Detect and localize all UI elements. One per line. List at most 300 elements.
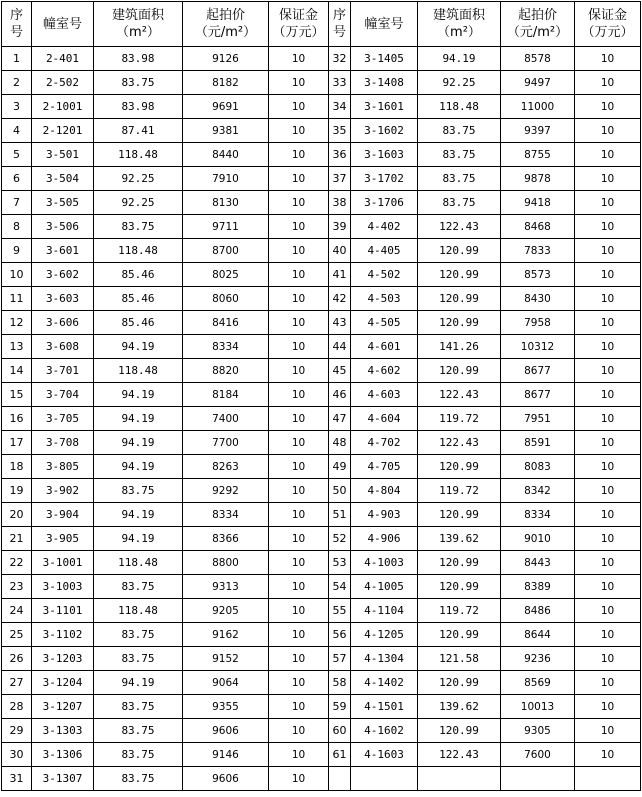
seq-cell: 7 <box>2 191 32 215</box>
table-row <box>2 335 641 359</box>
header-line-2: （元/m²） <box>194 25 257 40</box>
room-cell: 3-1003 <box>32 575 94 599</box>
room-cell: 4-1501 <box>351 695 418 719</box>
area-cell: 120.99 <box>418 551 501 575</box>
room-cell: 4-503 <box>351 287 418 311</box>
seq-cell: 9 <box>2 239 32 263</box>
room-cell: 3-1601 <box>351 95 418 119</box>
price-cell: 8060 <box>183 287 269 311</box>
deposit-cell: 10 <box>575 599 641 623</box>
room-cell: 4-903 <box>351 503 418 527</box>
price-cell: 8677 <box>501 359 575 383</box>
price-cell: 8591 <box>501 431 575 455</box>
table-row <box>2 599 641 623</box>
seq-cell: 10 <box>2 263 32 287</box>
seq-cell: 5 <box>2 143 32 167</box>
deposit-cell: 10 <box>575 575 641 599</box>
price-cell: 9126 <box>183 47 269 71</box>
room-cell: 3-606 <box>32 311 94 335</box>
seq-cell: 51 <box>329 503 351 527</box>
price-cell: 8644 <box>501 623 575 647</box>
deposit-cell: 10 <box>269 599 329 623</box>
area-cell: 83.75 <box>94 719 183 743</box>
deposit-cell: 10 <box>575 167 641 191</box>
deposit-cell: 10 <box>269 407 329 431</box>
room-cell: 3-601 <box>32 239 94 263</box>
area-cell: 94.19 <box>94 383 183 407</box>
area-cell: 120.99 <box>418 623 501 647</box>
area-cell: 94.19 <box>418 47 501 71</box>
deposit-header-left <box>269 2 329 47</box>
table-row <box>2 695 641 719</box>
deposit-cell: 10 <box>269 215 329 239</box>
deposit-cell: 10 <box>269 383 329 407</box>
price-cell: 7958 <box>501 311 575 335</box>
seq-cell: 53 <box>329 551 351 575</box>
room-cell: 3-1603 <box>351 143 418 167</box>
table-row <box>2 647 641 671</box>
seq-cell: 26 <box>2 647 32 671</box>
area-cell: 83.75 <box>418 191 501 215</box>
deposit-cell <box>575 767 641 791</box>
header-line-1: 序 <box>9 8 23 23</box>
room-cell: 3-1702 <box>351 167 418 191</box>
price-cell: 9305 <box>501 719 575 743</box>
seq-cell: 49 <box>329 455 351 479</box>
table-row <box>2 455 641 479</box>
seq-cell: 12 <box>2 311 32 335</box>
deposit-cell: 10 <box>575 551 641 575</box>
price-cell: 9152 <box>183 647 269 671</box>
deposit-cell: 10 <box>269 335 329 359</box>
price-cell: 9010 <box>501 527 575 551</box>
deposit-cell: 10 <box>269 767 329 791</box>
deposit-cell: 10 <box>269 119 329 143</box>
seq-cell <box>329 767 351 791</box>
deposit-cell: 10 <box>575 191 641 215</box>
room-cell: 4-1603 <box>351 743 418 767</box>
header-line-1: 保证金 <box>278 8 318 23</box>
price-cell: 8578 <box>501 47 575 71</box>
price-cell: 8334 <box>183 335 269 359</box>
price-cell: 8083 <box>501 455 575 479</box>
area-cell: 118.48 <box>94 143 183 167</box>
table-row <box>2 71 641 95</box>
price-cell: 8342 <box>501 479 575 503</box>
deposit-cell: 10 <box>575 671 641 695</box>
seq-cell: 20 <box>2 503 32 527</box>
deposit-cell: 10 <box>575 431 641 455</box>
area-cell: 94.19 <box>94 503 183 527</box>
price-cell: 8182 <box>183 71 269 95</box>
area-cell: 92.25 <box>94 191 183 215</box>
room-cell: 3-501 <box>32 143 94 167</box>
price-cell: 10013 <box>501 695 575 719</box>
header-line-1: 起拍价 <box>517 8 557 23</box>
room-cell: 3-504 <box>32 167 94 191</box>
price-cell: 9397 <box>501 119 575 143</box>
seq-cell: 17 <box>2 431 32 455</box>
price-cell: 11000 <box>501 95 575 119</box>
price-cell: 8820 <box>183 359 269 383</box>
seq-cell: 22 <box>2 551 32 575</box>
seq-cell: 34 <box>329 95 351 119</box>
price-cell: 7600 <box>501 743 575 767</box>
seq-cell: 60 <box>329 719 351 743</box>
area-header-right <box>418 2 501 47</box>
header-line-2: （万元） <box>272 25 325 40</box>
seq-cell: 40 <box>329 239 351 263</box>
seq-cell: 21 <box>2 527 32 551</box>
deposit-cell: 10 <box>269 623 329 647</box>
price-cell: 7400 <box>183 407 269 431</box>
table-row <box>2 383 641 407</box>
deposit-cell: 10 <box>575 311 641 335</box>
price-cell: 10312 <box>501 335 575 359</box>
room-cell: 3-505 <box>32 191 94 215</box>
price-cell: 9497 <box>501 71 575 95</box>
header-line-1: 幢室号 <box>364 16 404 32</box>
seq-cell: 27 <box>2 671 32 695</box>
area-cell: 83.75 <box>94 743 183 767</box>
price-cell: 7951 <box>501 407 575 431</box>
seq-cell: 30 <box>2 743 32 767</box>
area-cell: 83.75 <box>94 575 183 599</box>
table-row <box>2 311 641 335</box>
table-row <box>2 575 641 599</box>
area-cell: 94.19 <box>94 335 183 359</box>
deposit-cell: 10 <box>269 71 329 95</box>
price-cell: 8468 <box>501 215 575 239</box>
deposit-cell: 10 <box>269 743 329 767</box>
price-cell: 7833 <box>501 239 575 263</box>
room-cell: 2-502 <box>32 71 94 95</box>
room-cell: 3-1306 <box>32 743 94 767</box>
table-row <box>2 743 641 767</box>
seq-cell: 23 <box>2 575 32 599</box>
area-cell: 119.72 <box>418 599 501 623</box>
room-cell: 4-505 <box>351 311 418 335</box>
room-cell: 3-603 <box>32 287 94 311</box>
table-row <box>2 503 641 527</box>
deposit-cell: 10 <box>269 551 329 575</box>
seq-cell: 47 <box>329 407 351 431</box>
seq-cell: 29 <box>2 719 32 743</box>
deposit-cell: 10 <box>269 143 329 167</box>
room-header-left <box>32 2 94 47</box>
header-line-2: 号 <box>332 25 346 40</box>
area-cell: 85.46 <box>94 263 183 287</box>
price-cell: 8366 <box>183 527 269 551</box>
room-cell: 3-905 <box>32 527 94 551</box>
deposit-cell: 10 <box>575 71 641 95</box>
seq-cell: 14 <box>2 359 32 383</box>
deposit-cell: 10 <box>269 575 329 599</box>
table-row <box>2 215 641 239</box>
room-cell: 3-708 <box>32 431 94 455</box>
area-cell: 83.75 <box>418 143 501 167</box>
room-cell: 4-1005 <box>351 575 418 599</box>
area-cell: 94.19 <box>94 671 183 695</box>
seq-cell: 61 <box>329 743 351 767</box>
deposit-cell: 10 <box>269 479 329 503</box>
room-cell: 3-1602 <box>351 119 418 143</box>
room-cell: 4-603 <box>351 383 418 407</box>
area-cell: 120.99 <box>418 359 501 383</box>
seq-cell: 56 <box>329 623 351 647</box>
room-cell: 4-602 <box>351 359 418 383</box>
deposit-cell: 10 <box>575 335 641 359</box>
deposit-cell: 10 <box>575 95 641 119</box>
deposit-cell: 10 <box>269 191 329 215</box>
deposit-cell: 10 <box>269 431 329 455</box>
room-cell: 4-1104 <box>351 599 418 623</box>
deposit-cell: 10 <box>575 455 641 479</box>
deposit-cell: 10 <box>269 263 329 287</box>
table-row <box>2 95 641 119</box>
area-cell: 83.75 <box>94 623 183 647</box>
price-cell: 9606 <box>183 767 269 791</box>
price-cell: 9236 <box>501 647 575 671</box>
seq-cell: 48 <box>329 431 351 455</box>
seq-cell: 57 <box>329 647 351 671</box>
seq-header-right <box>329 2 351 47</box>
header-line-1: 保证金 <box>587 8 627 23</box>
header-line-1: 幢室号 <box>42 16 82 32</box>
seq-cell: 38 <box>329 191 351 215</box>
seq-cell: 50 <box>329 479 351 503</box>
area-cell: 83.75 <box>94 215 183 239</box>
room-cell: 4-705 <box>351 455 418 479</box>
seq-cell: 44 <box>329 335 351 359</box>
table-row <box>2 239 641 263</box>
seq-cell: 8 <box>2 215 32 239</box>
deposit-cell: 10 <box>575 503 641 527</box>
area-cell: 83.75 <box>418 167 501 191</box>
table-row <box>2 479 641 503</box>
price-header-left <box>183 2 269 47</box>
area-cell: 120.99 <box>418 575 501 599</box>
deposit-cell: 10 <box>575 263 641 287</box>
deposit-header-right <box>575 2 641 47</box>
price-cell: 8800 <box>183 551 269 575</box>
room-cell: 4-702 <box>351 431 418 455</box>
price-cell: 9292 <box>183 479 269 503</box>
header-line-1: 起拍价 <box>205 8 245 23</box>
area-cell: 83.75 <box>94 479 183 503</box>
price-cell: 8440 <box>183 143 269 167</box>
deposit-cell: 10 <box>575 287 641 311</box>
header-line-2: （m²） <box>437 25 481 40</box>
seq-cell: 39 <box>329 215 351 239</box>
room-cell <box>351 767 418 791</box>
price-cell: 9146 <box>183 743 269 767</box>
room-cell: 3-1102 <box>32 623 94 647</box>
area-cell: 92.25 <box>418 71 501 95</box>
seq-cell: 19 <box>2 479 32 503</box>
table-row <box>2 287 641 311</box>
table-row <box>2 47 641 71</box>
deposit-cell: 10 <box>575 719 641 743</box>
price-cell: 8700 <box>183 239 269 263</box>
seq-cell: 16 <box>2 407 32 431</box>
area-cell: 120.99 <box>418 719 501 743</box>
table-row <box>2 671 641 695</box>
room-cell: 3-704 <box>32 383 94 407</box>
header-line-1: 序 <box>332 8 346 23</box>
seq-cell: 58 <box>329 671 351 695</box>
header-line-2: 号 <box>9 25 23 40</box>
deposit-cell: 10 <box>269 287 329 311</box>
deposit-cell: 10 <box>575 359 641 383</box>
deposit-cell: 10 <box>575 239 641 263</box>
area-cell: 83.75 <box>94 695 183 719</box>
deposit-cell: 10 <box>269 503 329 527</box>
room-cell: 4-1304 <box>351 647 418 671</box>
price-cell: 8677 <box>501 383 575 407</box>
area-cell: 118.48 <box>94 551 183 575</box>
seq-cell: 41 <box>329 263 351 287</box>
area-cell: 94.19 <box>94 527 183 551</box>
area-cell: 120.99 <box>418 503 501 527</box>
table-row <box>2 623 641 647</box>
price-cell: 8486 <box>501 599 575 623</box>
area-cell: 122.43 <box>418 383 501 407</box>
area-cell: 83.75 <box>418 119 501 143</box>
table-row <box>2 767 641 791</box>
seq-header-left <box>2 2 32 47</box>
deposit-cell: 10 <box>269 311 329 335</box>
seq-cell: 24 <box>2 599 32 623</box>
area-cell: 83.98 <box>94 47 183 71</box>
table-row <box>2 431 641 455</box>
area-cell: 119.72 <box>418 479 501 503</box>
seq-cell: 43 <box>329 311 351 335</box>
price-cell: 8130 <box>183 191 269 215</box>
room-cell: 4-604 <box>351 407 418 431</box>
room-cell: 3-902 <box>32 479 94 503</box>
seq-cell: 13 <box>2 335 32 359</box>
price-cell: 9711 <box>183 215 269 239</box>
area-cell: 120.99 <box>418 287 501 311</box>
room-cell: 4-906 <box>351 527 418 551</box>
room-cell: 4-601 <box>351 335 418 359</box>
room-cell: 3-1207 <box>32 695 94 719</box>
table-row <box>2 167 641 191</box>
room-cell: 3-904 <box>32 503 94 527</box>
room-cell: 4-1205 <box>351 623 418 647</box>
area-cell: 121.58 <box>418 647 501 671</box>
area-cell: 141.26 <box>418 335 501 359</box>
room-cell: 3-602 <box>32 263 94 287</box>
price-cell: 9418 <box>501 191 575 215</box>
seq-cell: 32 <box>329 47 351 71</box>
table-row <box>2 143 641 167</box>
seq-cell: 37 <box>329 167 351 191</box>
deposit-cell: 10 <box>575 623 641 647</box>
price-cell: 8755 <box>501 143 575 167</box>
area-header-left <box>94 2 183 47</box>
area-cell: 139.62 <box>418 695 501 719</box>
room-cell: 3-1405 <box>351 47 418 71</box>
area-cell: 85.46 <box>94 287 183 311</box>
area-cell: 118.48 <box>94 359 183 383</box>
seq-cell: 42 <box>329 287 351 311</box>
seq-cell: 36 <box>329 143 351 167</box>
price-cell: 9162 <box>183 623 269 647</box>
room-cell: 3-1408 <box>351 71 418 95</box>
area-cell: 94.19 <box>94 455 183 479</box>
room-cell: 4-502 <box>351 263 418 287</box>
room-cell: 3-1101 <box>32 599 94 623</box>
deposit-cell: 10 <box>269 455 329 479</box>
seq-cell: 35 <box>329 119 351 143</box>
area-cell: 92.25 <box>94 167 183 191</box>
price-cell: 8263 <box>183 455 269 479</box>
area-cell: 83.75 <box>94 647 183 671</box>
seq-cell: 25 <box>2 623 32 647</box>
room-cell: 4-1602 <box>351 719 418 743</box>
price-cell: 8569 <box>501 671 575 695</box>
room-header-right <box>351 2 418 47</box>
header-row <box>2 2 641 47</box>
seq-cell: 6 <box>2 167 32 191</box>
deposit-cell: 10 <box>575 527 641 551</box>
seq-cell: 15 <box>2 383 32 407</box>
deposit-cell: 10 <box>575 743 641 767</box>
seq-cell: 1 <box>2 47 32 71</box>
price-cell: 9355 <box>183 695 269 719</box>
room-cell: 3-1303 <box>32 719 94 743</box>
deposit-cell: 10 <box>575 407 641 431</box>
table-body <box>2 47 641 791</box>
room-cell: 3-1204 <box>32 671 94 695</box>
price-cell: 9205 <box>183 599 269 623</box>
area-cell: 120.99 <box>418 239 501 263</box>
header-line-1: 建筑面积 <box>432 8 485 23</box>
price-cell: 8025 <box>183 263 269 287</box>
seq-cell: 2 <box>2 71 32 95</box>
area-cell: 94.19 <box>94 431 183 455</box>
area-cell: 122.43 <box>418 431 501 455</box>
deposit-cell: 10 <box>269 647 329 671</box>
seq-cell: 59 <box>329 695 351 719</box>
area-cell: 83.75 <box>94 767 183 791</box>
area-cell: 122.43 <box>418 743 501 767</box>
seq-cell: 54 <box>329 575 351 599</box>
price-cell: 8416 <box>183 311 269 335</box>
area-cell: 87.41 <box>94 119 183 143</box>
deposit-cell: 10 <box>575 215 641 239</box>
header-line-2: （万元） <box>581 25 634 40</box>
area-cell: 119.72 <box>418 407 501 431</box>
room-cell: 2-401 <box>32 47 94 71</box>
room-cell: 4-1003 <box>351 551 418 575</box>
area-cell: 94.19 <box>94 407 183 431</box>
room-cell: 4-402 <box>351 215 418 239</box>
table-row <box>2 359 641 383</box>
price-cell: 9878 <box>501 167 575 191</box>
room-cell: 3-705 <box>32 407 94 431</box>
area-cell: 85.46 <box>94 311 183 335</box>
area-cell: 120.99 <box>418 671 501 695</box>
room-cell: 3-1203 <box>32 647 94 671</box>
deposit-cell: 10 <box>575 695 641 719</box>
area-cell <box>418 767 501 791</box>
price-cell: 9381 <box>183 119 269 143</box>
price-cell: 8573 <box>501 263 575 287</box>
deposit-cell: 10 <box>269 527 329 551</box>
